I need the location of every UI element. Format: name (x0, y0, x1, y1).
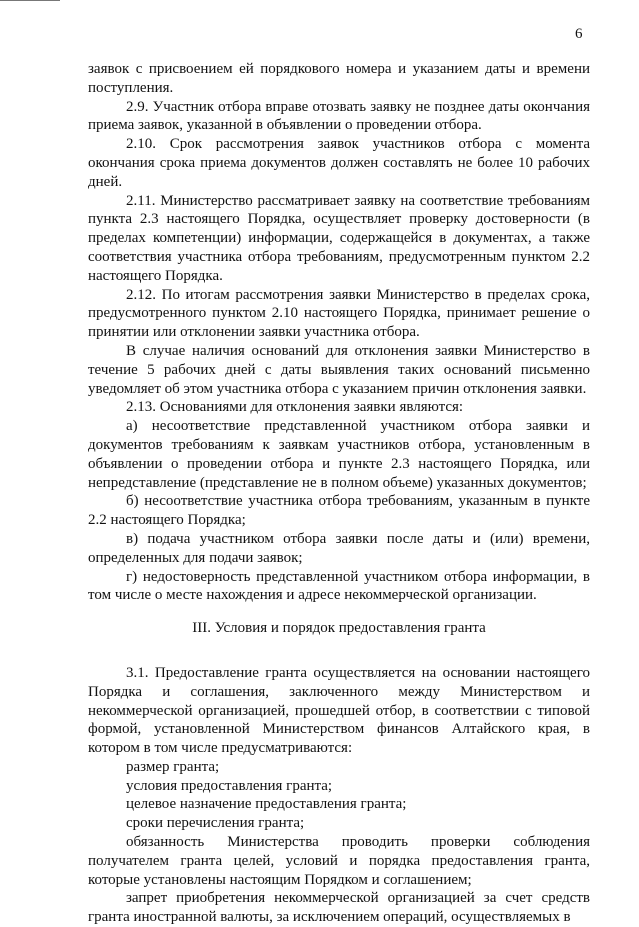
section-heading: III. Условия и порядок предоставления гранта (192, 620, 486, 637)
page-number: 6 (575, 26, 583, 42)
paragraph-2-11: 2.11. Министерство рассматривает заявку на соответствие требованиям пункта 2.3 настоящего Порядка, осуществляет проверку достоверности (в пределах компетенции) информации, содержащейся в документах, а также соответствия участника отбора требованиям, предусмотренным пунктом 2.2 настоящего Порядка. (88, 192, 590, 284)
list-item-v: в) подача участником отбора заявки после даты и (или) времени, определенных для подачи заявок; (88, 530, 590, 566)
paragraph-rejection-notice: В случае наличия оснований для отклонения заявки Министерство в течение 5 рабочих дней с даты выявления таких оснований письменно уведомляет об этом участника отбора с указанием причин отклонения заявки. (88, 342, 590, 397)
list-item-g: г) недостоверность представленной участником отбора информации, в том числе о месте нахождения и адресе некоммерческой организации. (88, 568, 590, 604)
list-item-ministry-duty: обязанность Министерства проводить проверки соблюдения получателем гранта целей, условий и порядка предоставления гранта, которые установлены настоящим Порядком и соглашением; (88, 834, 590, 888)
list-item-grant-terms: сроки перечисления гранта; (126, 815, 305, 832)
document-body (88, 60, 590, 927)
list-item-currency-ban: запрет приобретения некоммерческой организацией за счет средств гранта иностранной валюты, за исключением операций, осуществляемых в (88, 890, 590, 926)
paragraph-2-9: 2.9. Участник отбора вправе отозвать заявку не позднее даты окончания приема заявок, указанной в объявлении о проведении отбора. (88, 98, 590, 134)
paragraph-3-1: 3.1. Предоставление гранта осуществляется на основании настоящего Порядка и соглашения, заключенного между Министерством и некоммерческой организацией, прошедшей отбор, в соответствии с типовой формой, установленной Министерством финансов Алтайского края, в котором в том числе предусматриваются: (88, 664, 590, 757)
list-item-b: б) несоответствие участника отбора требованиям, указанным в пункте 2.2 настоящего Порядка; (88, 493, 590, 529)
list-item-grant-conditions: условия предоставления гранта; (126, 777, 333, 794)
paragraph-continuation: заявок с присвоением ей порядкового номера и указанием даты и времени поступления. (88, 61, 590, 96)
scan-edge-mark (0, 0, 60, 5)
paragraph-2-13: 2.13. Основаниями для отклонения заявки являются: (126, 399, 464, 416)
paragraph-2-12: 2.12. По итогам рассмотрения заявки Министерство в пределах срока, предусмотренного пунктом 2.10 настоящего Порядка, принимает решение о принятии или отклонении заявки участника отбора. (88, 286, 590, 341)
paragraph-2-10: 2.10. Срок рассмотрения заявок участников отбора с момента окончания срока приема документов должен составлять не более 10 рабочих дней. (88, 136, 590, 190)
list-item-grant-size: размер гранта; (126, 758, 220, 775)
list-item-grant-purpose: целевое назначение предоставления гранта; (126, 796, 407, 813)
list-item-a: а) несоответствие представленной участником отбора заявки и документов требованиям к заявкам участников отбора, установленным в объявлении о проведении отбора и пункте 2.3 настоящего Порядка, или непредставление (представление не в полном объеме) указанных документов; (88, 418, 590, 491)
